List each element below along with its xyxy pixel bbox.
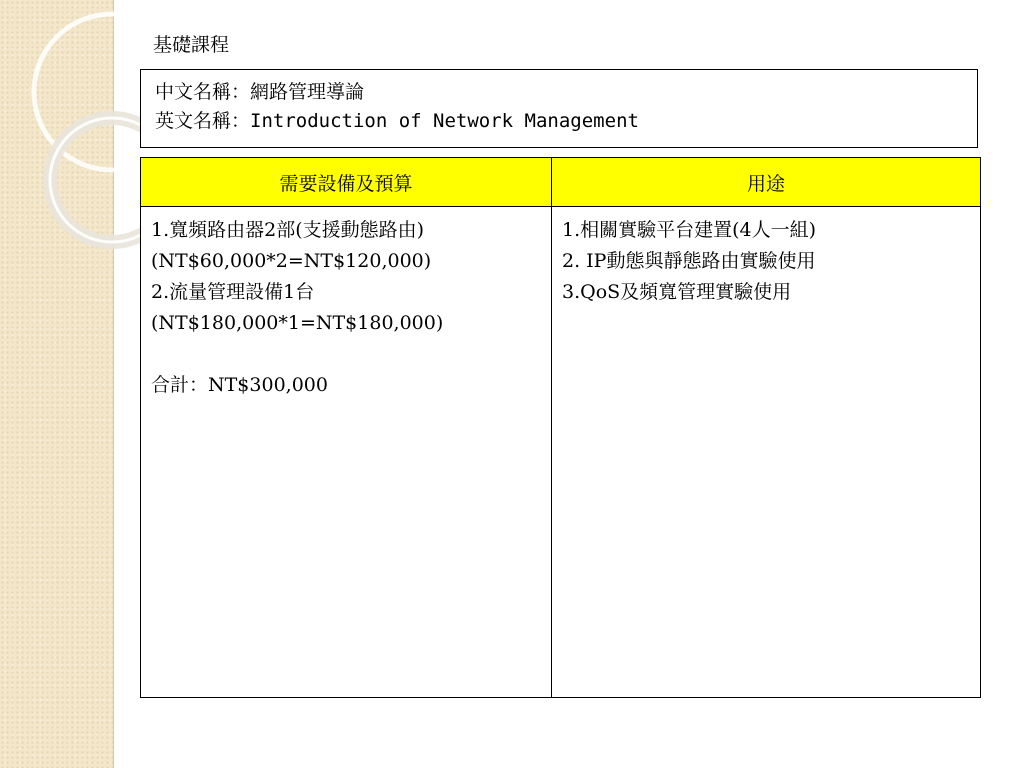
header-usage: 用途: [552, 158, 981, 207]
usage-line: 1.相關實驗平台建置(4人一組): [562, 219, 817, 241]
table-row: [141, 207, 981, 698]
equipment-total: 合計：NT$300,000: [151, 374, 328, 396]
decorative-side-band: [0, 0, 114, 768]
equipment-line: 2.流量管理設備1台: [151, 281, 315, 303]
equipment-line: 1.寬頻路由器2部(支援動態路由): [151, 219, 425, 241]
usage-cell: [552, 207, 981, 698]
chinese-name-label: 中文名稱：: [155, 81, 251, 103]
header-equipment-budget: 需要設備及預算: [141, 158, 552, 207]
course-name-box: [140, 69, 978, 148]
equipment-blank-line: [151, 339, 541, 370]
english-name-label: 英文名稱：: [155, 110, 251, 132]
table-header-row: [141, 158, 981, 207]
equipment-cell: [141, 207, 552, 698]
chinese-course-name: 網路管理導論: [250, 81, 365, 103]
budget-table: [140, 157, 981, 698]
english-course-name: Introduction of Network Management: [250, 110, 639, 132]
chinese-name-line: [155, 78, 977, 107]
usage-line: 2. IP動態與靜態路由實驗使用: [562, 250, 816, 272]
equipment-line: (NT$180,000*1=NT$180,000): [151, 312, 444, 334]
english-name-line: [155, 107, 977, 136]
section-title: 基礎課程: [153, 34, 230, 56]
equipment-line: (NT$60,000*2=NT$120,000): [151, 250, 432, 272]
usage-line: 3.QoS及頻寬管理實驗使用: [562, 281, 792, 303]
